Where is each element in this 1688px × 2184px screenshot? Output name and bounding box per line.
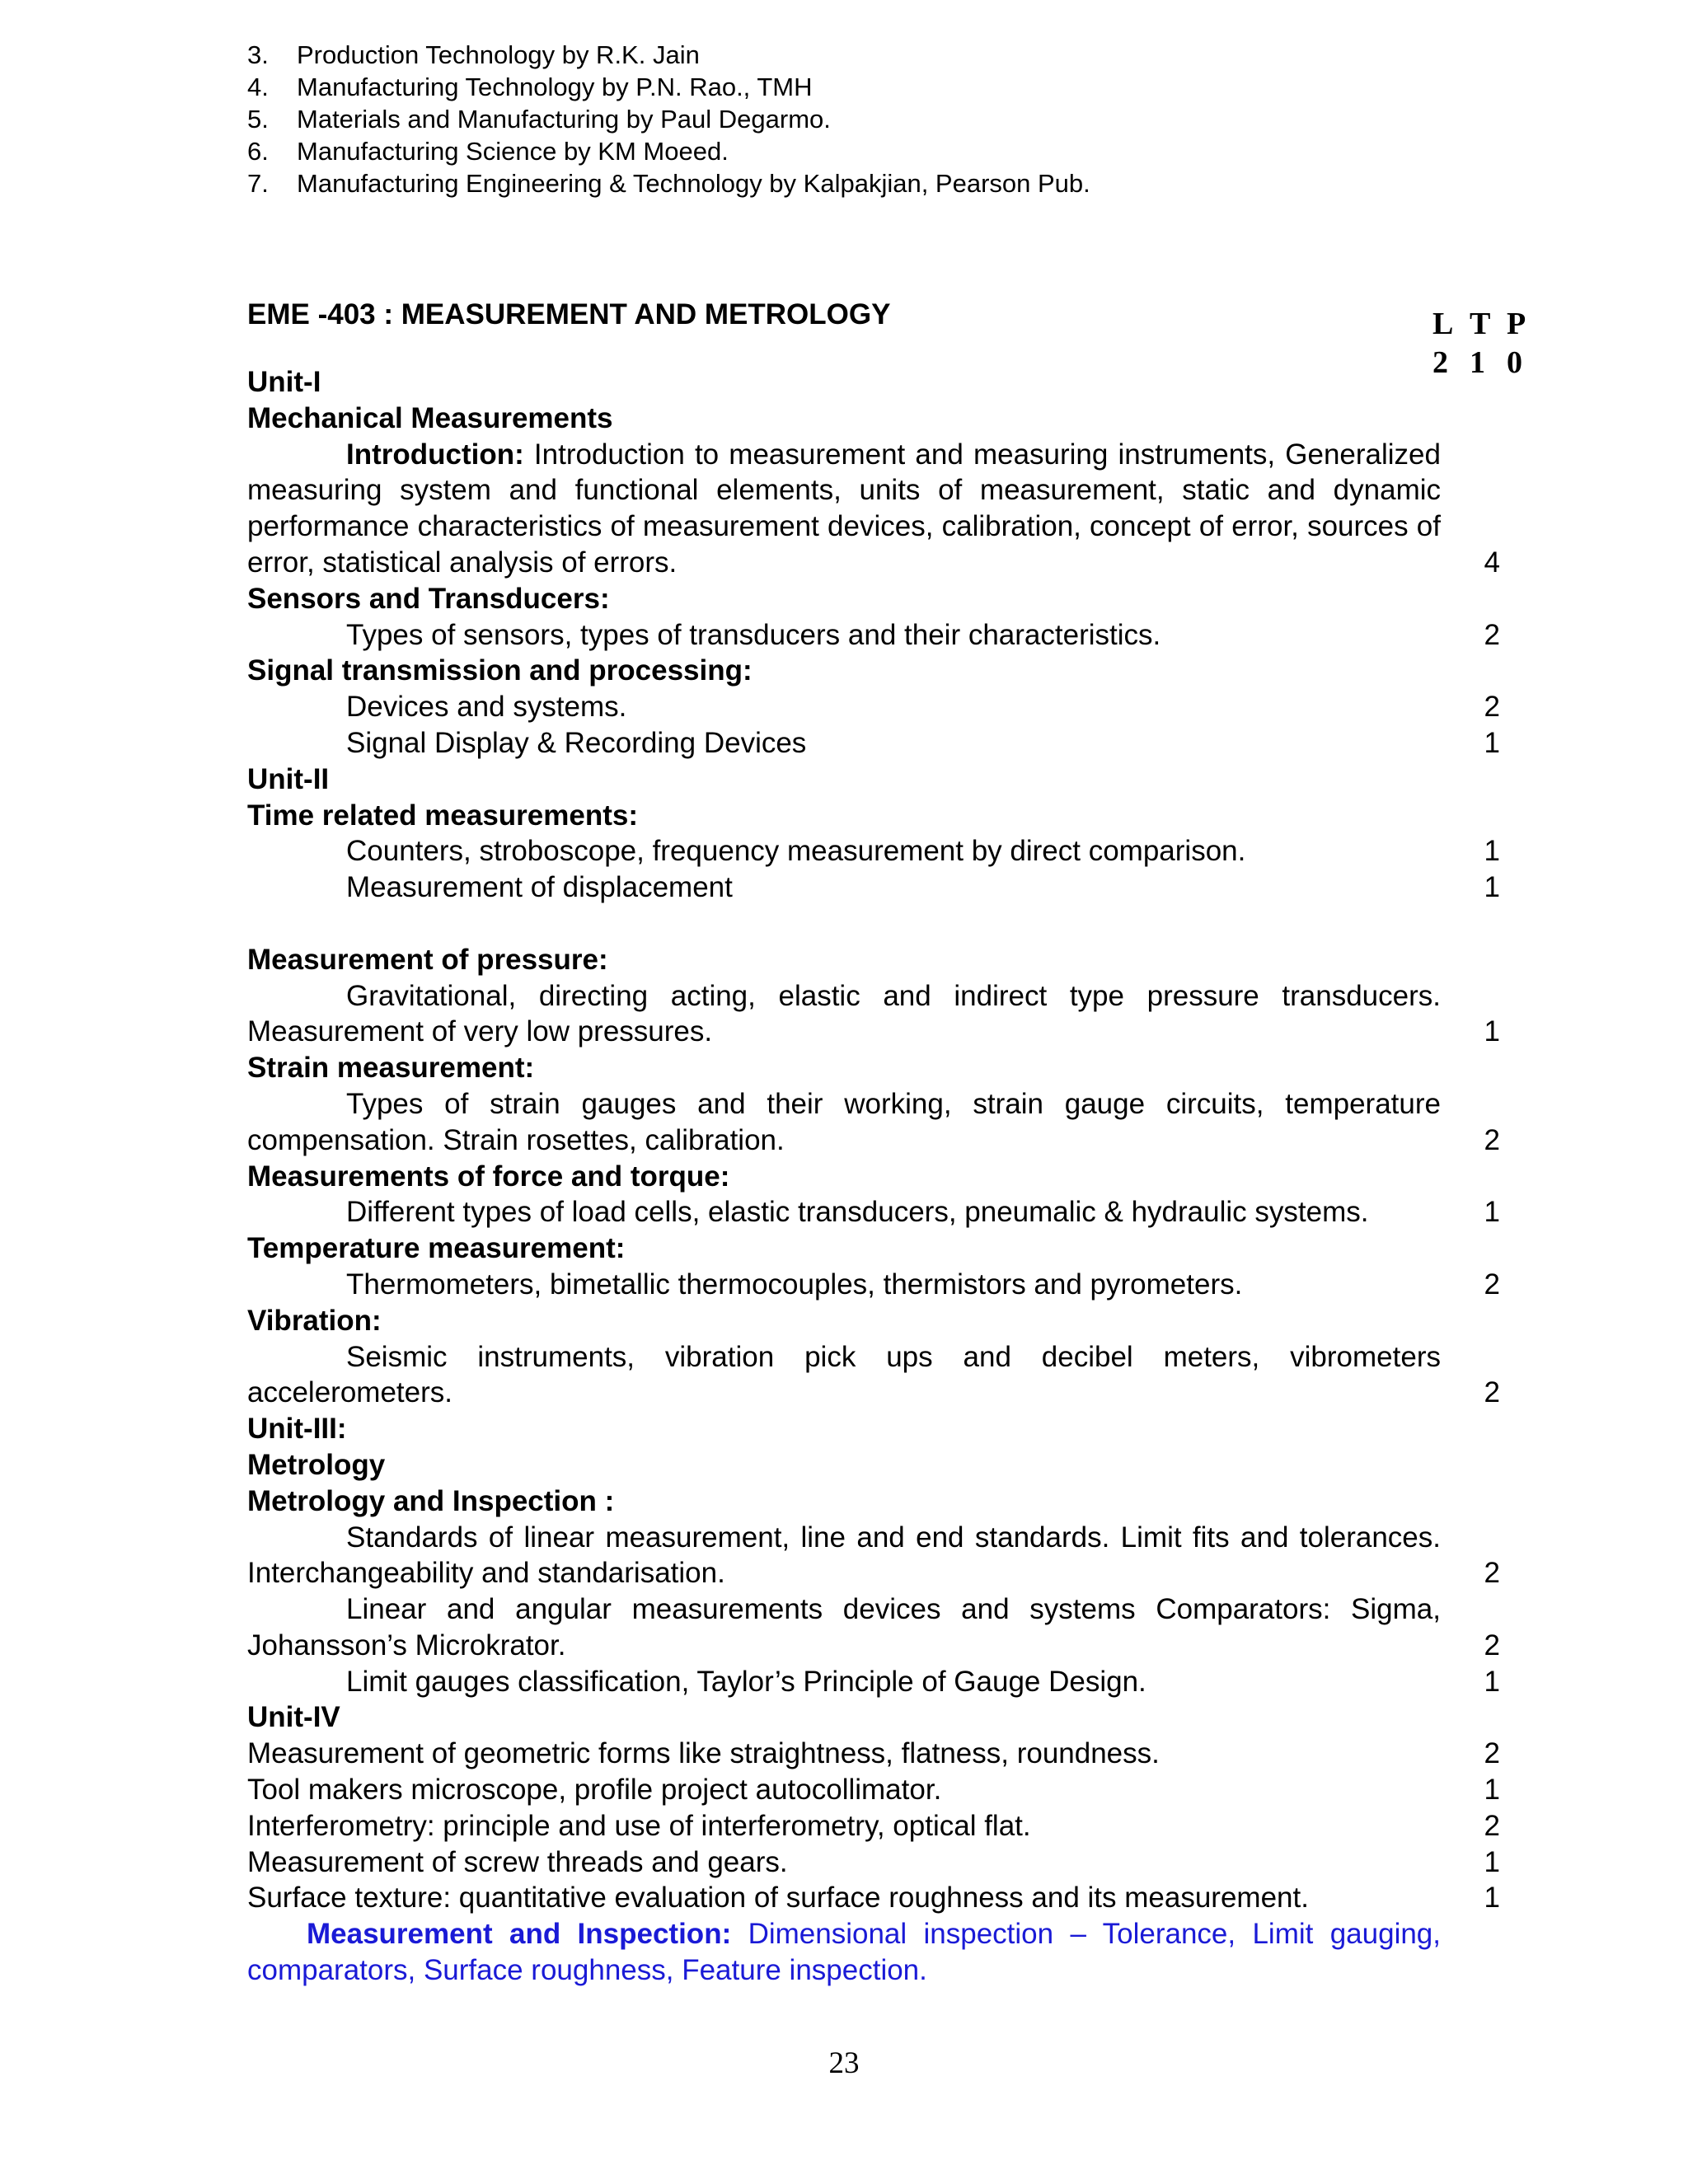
section-heading: Temperature measurement:: [247, 1232, 626, 1265]
topic-row: [247, 1591, 1500, 1664]
reference-number: 6.: [247, 137, 269, 166]
lecture-hours: 1: [1484, 835, 1500, 868]
lecture-hours: 1: [1484, 871, 1500, 904]
topic-text: Measurement of displacement: [346, 871, 733, 904]
topic-row: [247, 1339, 1500, 1412]
topic-row: [247, 1267, 1500, 1303]
topic-text: Measurement of geometric forms like straightness, flatness, roundness.: [247, 1737, 1160, 1770]
topic-text: Tool makers microscope, profile project autocollimator.: [247, 1774, 942, 1807]
reference-list: [247, 39, 1090, 199]
spacer: [247, 906, 1500, 942]
reference-text: Production Technology by R.K. Jain: [297, 40, 700, 69]
inspection-note-text: [247, 1916, 1441, 1989]
topic-text: Different types of load cells, elastic transducers, pneumalic & hydraulic systems.: [346, 1196, 1369, 1229]
topic-text: Interferometry: principle and use of interferometry, optical flat.: [247, 1809, 1031, 1842]
reference-text: Manufacturing Technology by P.N. Rao., TMH: [297, 73, 813, 101]
reference-number: 7.: [247, 169, 269, 198]
topic-row: [247, 617, 1500, 654]
topic-body: Introduction to measurement and measuring instruments, Generalized measuring system and functional elements, units of measurement, static and dynamic performance characteristics of measurement devices, calibration, concept of error, sources of error, statistical analysis of errors.: [247, 438, 1441, 579]
topic-row: [247, 1736, 1500, 1772]
reference-item: [247, 103, 1090, 135]
inspection-note-body: Dimensional inspection – Tolerance, Limit gauging, comparators, Surface roughness, Feature inspection.: [247, 1918, 1441, 1987]
topic-text: [247, 437, 1441, 581]
section-heading: Sensors and Transducers:: [247, 582, 610, 615]
reference-item: [247, 167, 1090, 199]
unit-3-heading: Unit-III:: [247, 1413, 347, 1446]
topic-row: [247, 869, 1500, 906]
lecture-hours: 2: [1484, 1629, 1500, 1661]
topic-text: Devices and systems.: [346, 691, 627, 724]
reference-number: 4.: [247, 73, 269, 101]
topic-row: [247, 1808, 1500, 1844]
unit-1-subheading: Mechanical Measurements: [247, 401, 613, 434]
section-heading: Metrology and Inspection :: [247, 1484, 615, 1517]
topic-row: [247, 833, 1500, 869]
reference-text: Manufacturing Engineering & Technology by Kalpakjian, Pearson Pub.: [297, 169, 1090, 198]
lecture-hours: 2: [1484, 1557, 1500, 1590]
ltp-value-p: 0: [1507, 345, 1522, 380]
lecture-hours: 2: [1484, 691, 1500, 724]
lecture-hours: 1: [1484, 1882, 1500, 1915]
lecture-hours: 2: [1484, 1123, 1500, 1156]
topic-text: Limit gauges classification, Taylor’s Principle of Gauge Design.: [346, 1665, 1146, 1698]
page-number: 23: [828, 2046, 860, 2080]
ltp-value-t: 1: [1470, 345, 1485, 380]
section-heading: Signal transmission and processing:: [247, 654, 753, 687]
topic-text: Types of strain gauges and their working, strain gauge circuits, temperature compensation. Strain rosettes, calibration.: [247, 1087, 1441, 1156]
section-heading: Measurements of force and torque:: [247, 1160, 730, 1193]
lecture-hours: 4: [1484, 546, 1500, 579]
lecture-hours: 1: [1484, 1196, 1500, 1229]
lecture-hours: 1: [1484, 1015, 1500, 1048]
unit-1-heading: Unit-I: [247, 366, 321, 398]
topic-text: Linear and angular measurements devices and systems Comparators: Sigma, Johansson’s Microkrator.: [247, 1593, 1441, 1661]
lecture-hours: 2: [1484, 618, 1500, 651]
unit-2-heading: Unit-II: [247, 762, 330, 795]
topic-row: [247, 1880, 1500, 1916]
inspection-note-label: Measurement and Inspection:: [307, 1918, 732, 1951]
lecture-hours: 1: [1484, 1665, 1500, 1698]
topic-text: Gravitational, directing acting, elastic and indirect type pressure transducers. Measurement of very low pressures.: [247, 979, 1441, 1048]
topic-row-introduction: [247, 437, 1500, 581]
topic-text: Seismic instruments, vibration pick ups and decibel meters, vibrometers accelerometers.: [247, 1340, 1441, 1409]
section-heading: Time related measurements:: [247, 799, 639, 832]
ltp-label-l: L: [1432, 307, 1454, 341]
topic-row: [247, 725, 1500, 762]
topic-label: Introduction:: [346, 438, 524, 471]
topic-text: Types of sensors, types of transducers and their characteristics.: [346, 618, 1161, 651]
reference-number: 3.: [247, 40, 269, 69]
topic-text: Counters, stroboscope, frequency measurement by direct comparison.: [346, 835, 1246, 868]
lecture-hours: 1: [1484, 1845, 1500, 1878]
topic-row: [247, 978, 1500, 1051]
topic-text: Signal Display & Recording Devices: [346, 726, 807, 759]
lecture-hours: 2: [1484, 1737, 1500, 1770]
topic-row: [247, 1664, 1500, 1700]
reference-item: [247, 39, 1090, 71]
unit-4-heading: Unit-IV: [247, 1701, 340, 1734]
reference-item: [247, 71, 1090, 103]
syllabus-content: [247, 364, 1500, 1989]
reference-text: Materials and Manufacturing by Paul Degarmo.: [297, 105, 831, 134]
ltp-labels: [1432, 305, 1544, 344]
lecture-hours: 1: [1484, 726, 1500, 759]
reference-text: Manufacturing Science by KM Moeed.: [297, 137, 729, 166]
unit-3-subheading: Metrology: [247, 1448, 386, 1481]
topic-text: Thermometers, bimetallic thermocouples, thermistors and pyrometers.: [346, 1268, 1243, 1301]
lecture-hours: 2: [1484, 1376, 1500, 1409]
lecture-hours: 1: [1484, 1774, 1500, 1807]
topic-row: [247, 1520, 1500, 1592]
topic-text: Surface texture: quantitative evaluation of surface roughness and its measurement.: [247, 1882, 1309, 1915]
lecture-hours: 2: [1484, 1809, 1500, 1842]
inspection-note: [247, 1916, 1500, 1989]
topic-row: [247, 1194, 1500, 1230]
ltp-label-p: P: [1507, 307, 1526, 341]
ltp-label-t: T: [1470, 307, 1491, 341]
topic-row: [247, 1086, 1500, 1159]
section-heading: Measurement of pressure:: [247, 943, 608, 976]
topic-text: Standards of linear measurement, line and end standards. Limit fits and tolerances. Interchangeability and standarisation.: [247, 1521, 1441, 1590]
lecture-hours: 2: [1484, 1268, 1500, 1301]
section-heading: Vibration:: [247, 1304, 382, 1337]
course-title: EME -403 : MEASUREMENT AND METROLOGY: [247, 298, 891, 330]
section-heading: Strain measurement:: [247, 1052, 535, 1085]
ltp-value-l: 2: [1432, 345, 1448, 380]
topic-text: Measurement of screw threads and gears.: [247, 1845, 788, 1878]
reference-number: 5.: [247, 105, 269, 134]
reference-item: [247, 135, 1090, 167]
topic-row: [247, 1844, 1500, 1881]
topic-row: [247, 689, 1500, 725]
topic-row: [247, 1772, 1500, 1808]
